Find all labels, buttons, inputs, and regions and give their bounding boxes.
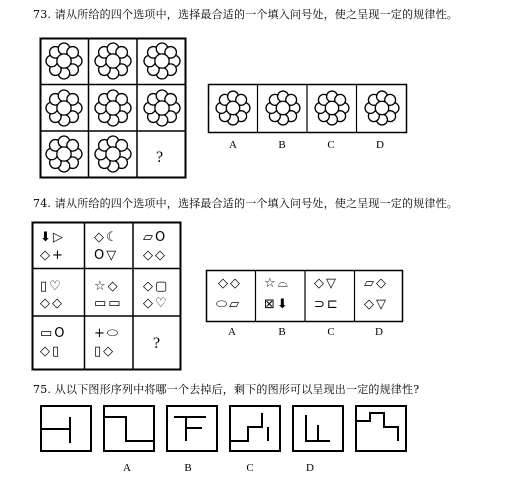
q74-cell-5-top: ☆◇ <box>94 279 120 294</box>
q74-question-mark: ? <box>153 335 161 352</box>
q74-option-c-bottom: ⊃⊏ <box>314 297 340 312</box>
q74-cell-8-top: +⬭ <box>94 326 120 341</box>
q73-title: 73. 请从所给的四个选项中，选择最合适的一个填入问号处，使之呈现一定的规律性。 <box>33 8 458 21</box>
q75-title: 75. 从以下图形序列中将哪一个去掉后，剩下的图形可以呈现出一定的规律性? <box>33 383 420 396</box>
q74-cell-7-top: ▭O <box>40 326 67 341</box>
q74-option-a-top: ◇◇ <box>218 276 242 291</box>
q73-option-d-label[interactable]: D <box>376 139 384 151</box>
q74-cell-4-top: ▯♡ <box>40 279 63 294</box>
q74-option-a-label[interactable]: A <box>228 326 236 338</box>
q73-option-c-label[interactable]: C <box>327 139 335 151</box>
q74-cell-5-bottom: ▭▭ <box>94 296 123 311</box>
q74-cell-6-bottom: ◇♡ <box>143 296 169 311</box>
q74-option-b-top: ☆⌓ <box>264 276 290 291</box>
q74-option-b-bottom: ⊠⬇ <box>264 297 290 312</box>
q73-grid <box>40 38 190 178</box>
q74-cell-3-bottom: ◇◇ <box>143 248 167 263</box>
q74-cell-4-bottom: ◇◇ <box>40 296 64 311</box>
q73-option-b-label[interactable]: B <box>278 139 286 151</box>
q74-option-c-top: ◇▽ <box>314 276 338 291</box>
q74-cell-1-top: ⬇▷ <box>40 230 65 245</box>
q74-option-a-bottom: ⬭▱ <box>216 297 242 312</box>
q74-cell-2-bottom: O▽ <box>94 248 119 263</box>
q73-question-mark: ? <box>156 149 164 166</box>
q73-option-a-label[interactable]: A <box>229 139 237 151</box>
q74-option-c-label[interactable]: C <box>327 326 335 338</box>
q74-cell-3-top: ▱O <box>143 230 168 245</box>
q74-cell-7-bottom: ◇▯ <box>40 344 62 359</box>
q74-option-d-top: ▱◇ <box>364 276 388 291</box>
q74-cell-2-top: ◇☾ <box>94 230 120 245</box>
q74-option-d-label[interactable]: D <box>375 326 383 338</box>
q74-cell-1-bottom: ◇+ <box>40 248 65 263</box>
q74-option-b-label[interactable]: B <box>278 326 286 338</box>
q74-cell-6-top: ◇▢ <box>143 279 170 294</box>
q75-option-a-label[interactable]: A <box>123 462 131 474</box>
q75-option-c-label[interactable]: C <box>246 462 254 474</box>
q74-title: 74. 请从所给的四个选项中，选择最合适的一个填入问号处，使之呈现一定的规律性。 <box>33 197 458 210</box>
q74-cell-8-bottom: ▯◇ <box>94 344 116 359</box>
q75-option-b-label[interactable]: B <box>184 462 192 474</box>
q75-option-d-label[interactable]: D <box>306 462 314 474</box>
q75-sequence <box>40 405 440 455</box>
q73-option-strip <box>208 84 408 136</box>
q74-option-d-bottom: ◇▽ <box>364 297 388 312</box>
